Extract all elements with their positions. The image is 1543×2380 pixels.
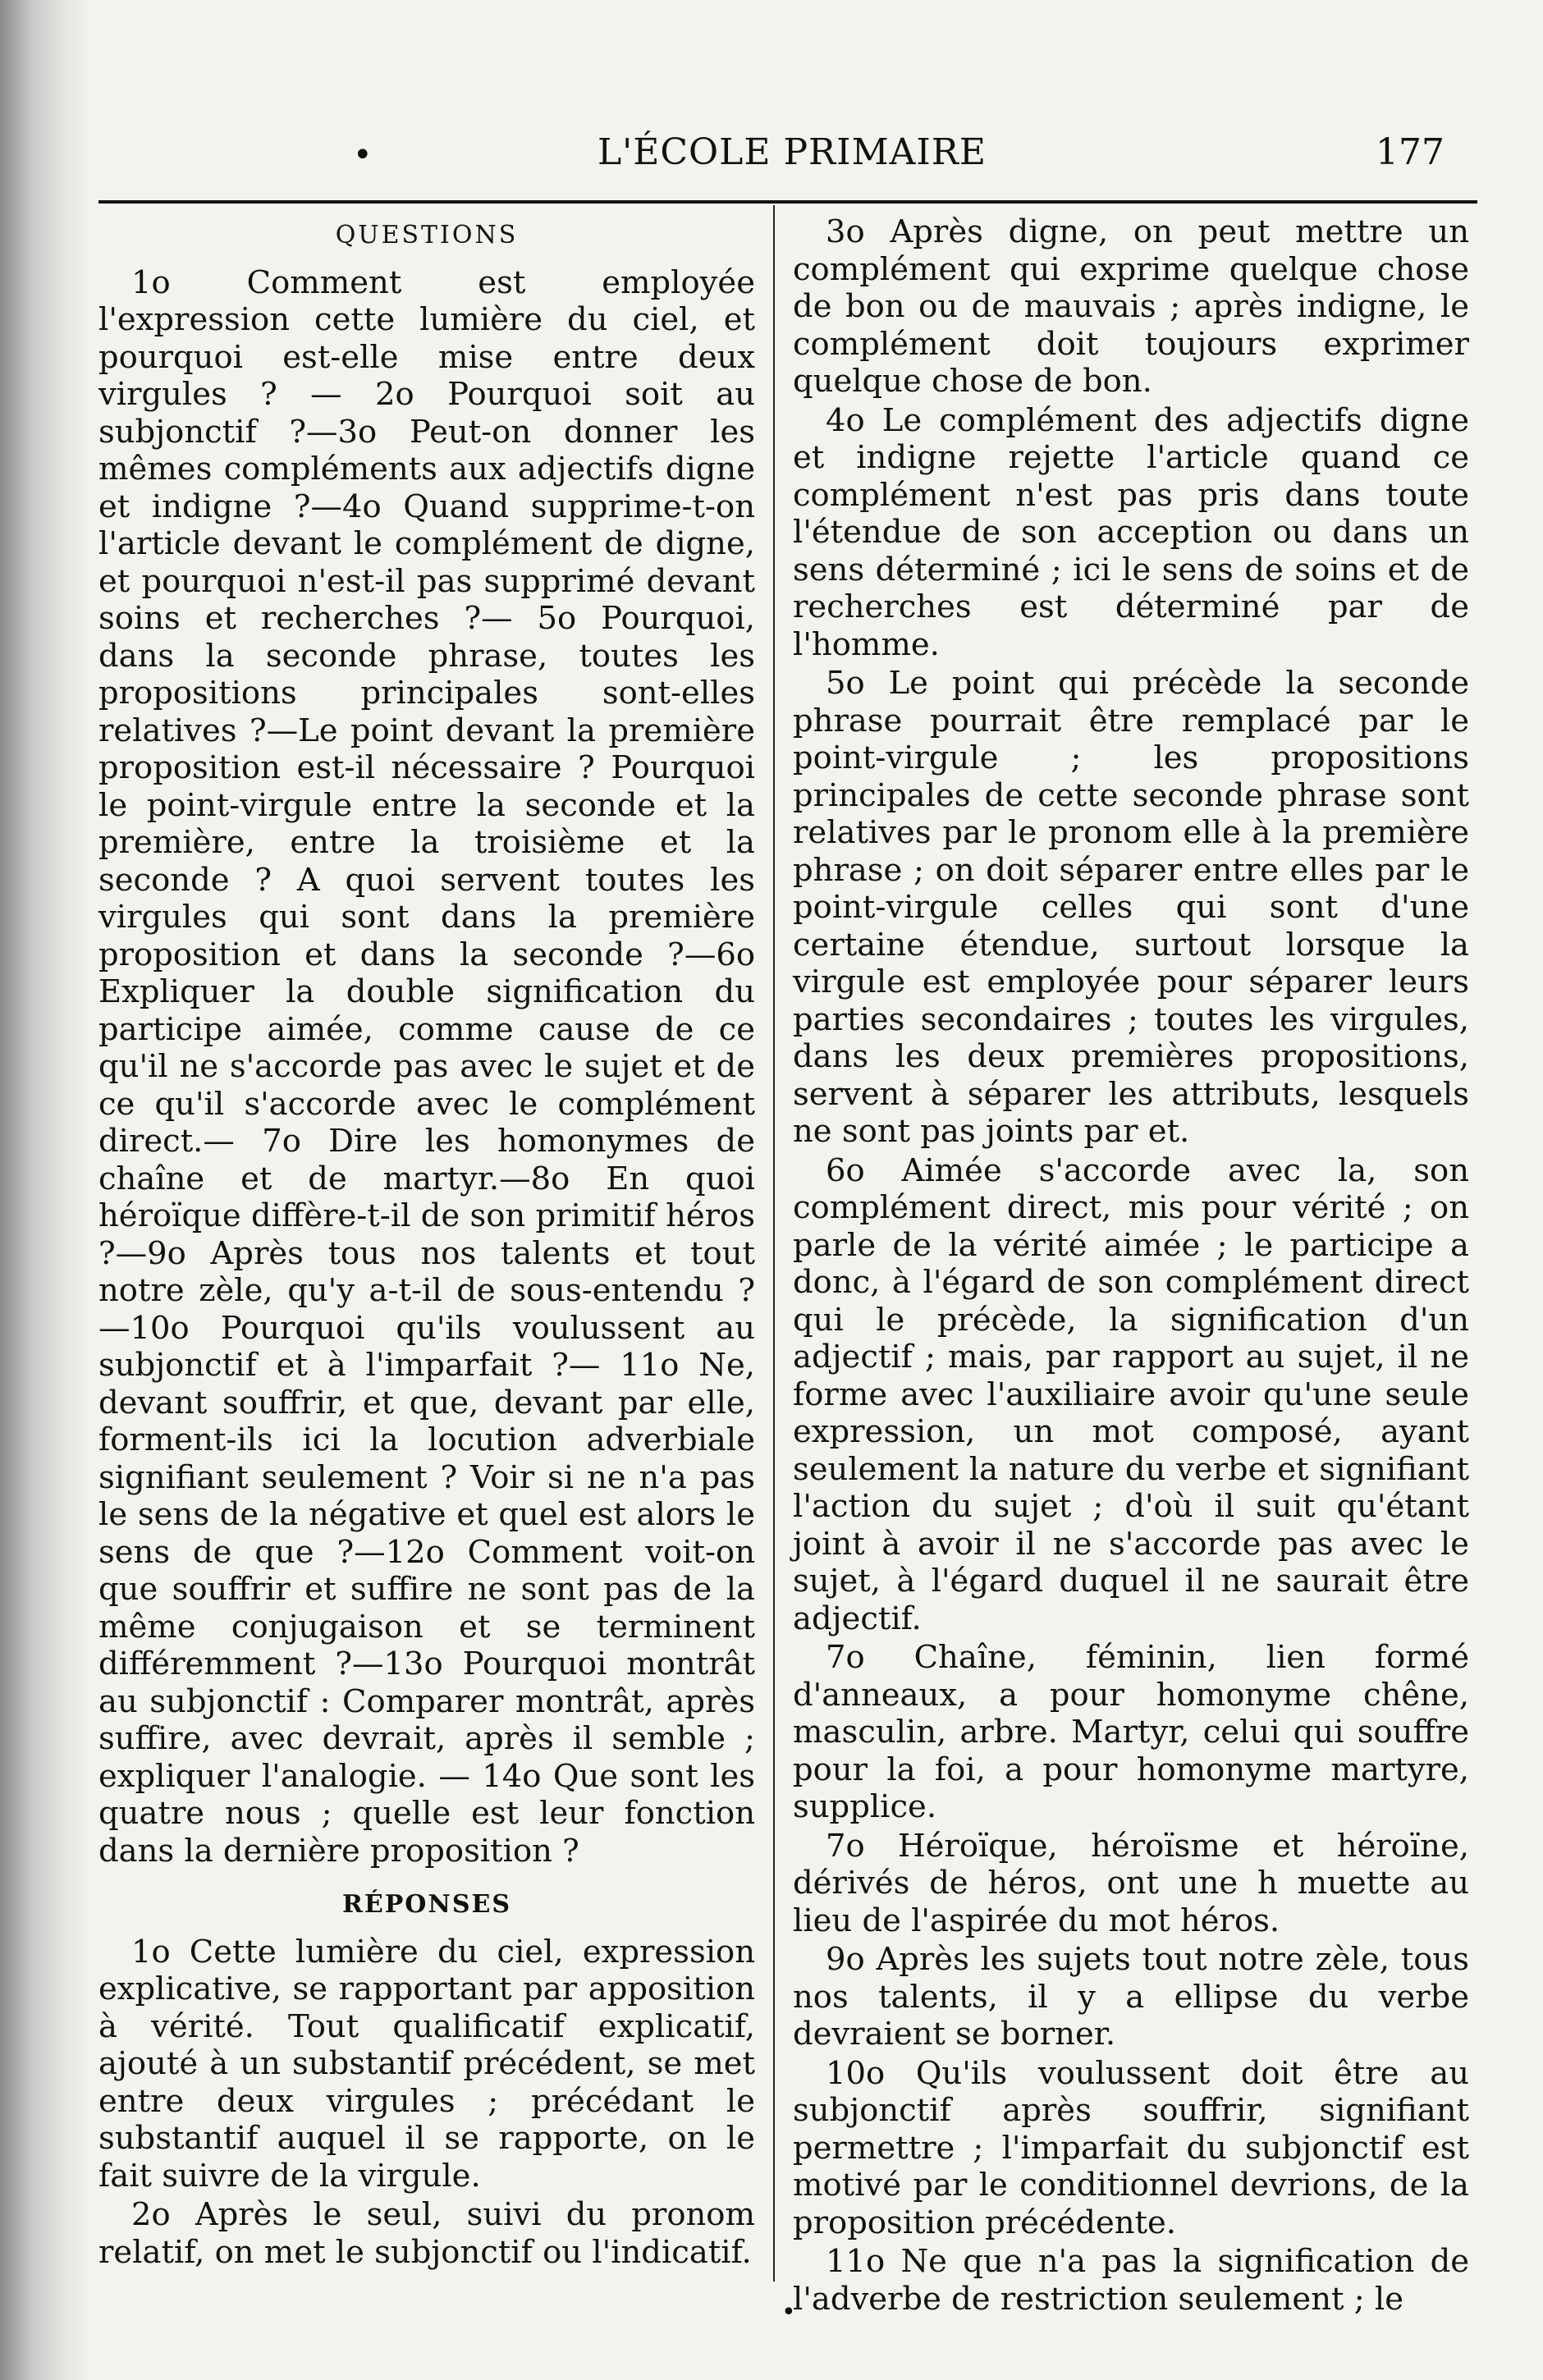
running-title: L'ÉCOLE PRIMAIRE — [597, 131, 987, 173]
answer-paragraph-9: 9o Après les sujets tout notre zèle, tous nos talents, il y a ellipse du verbe devraient se borner. — [793, 1941, 1469, 2053]
running-header — [107, 131, 1477, 181]
answer-paragraph-3: 3o Après digne, on peut mettre un complément qui exprime quelque chose de bon ou de mauvais ; après indigne, le complément doit toujours exprimer quelque chose de bon. — [793, 213, 1469, 400]
answer-paragraph-6: 6o Aimée s'accorde avec la, son complément direct, mis pour vérité ; on parle de la vérité aimée ; le participe a donc, à l'égard de son complément direct qui le précède, la signification d'un adjectif ; mais, par rapport au sujet, il ne forme avec l'auxiliaire avoir qu'une seule expression, un mot composé, ayant seulement la nature du verbe et signifiant l'action du sujet ; d'où il suit qu'étant joint à avoir il ne s'accorde pas avec le sujet, à l'égard duquel il ne saurait être adjectif. — [793, 1151, 1469, 1637]
book-page — [90, 0, 1486, 2380]
right-column — [793, 213, 1469, 2319]
answer-paragraph-11: 11o Ne que n'a pas la signification de l'adverbe de restriction seulement ; le — [793, 2243, 1469, 2318]
column-divider — [773, 205, 775, 2282]
header-bullet: • — [353, 136, 373, 174]
answer-paragraph-5: 5o Le point qui précède la seconde phrase pourrait être remplacé par le point-virgule ; les propositions principales de cette seconde phrase sont relatives par le pronom elle à la première phrase ; on doit séparer entre elles par le point-virgule celles qui sont d'une certaine étendue, surtout lorsque la virgule est employée pour séparer leurs parties secondaires ; toutes les virgules, dans les deux premières propositions, servent à séparer les attributs, lesquels ne sont pas joints par et. — [793, 665, 1469, 1150]
questions-heading: QUESTIONS — [335, 221, 519, 249]
answer-paragraph-10: 10o Qu'ils voulussent doit être au subjonctif après souffrir, signifiant permettre ; l'imparfait du subjonctif est motivé par le conditionnel devrions, de la proposition précédente. — [793, 2054, 1469, 2241]
answer-paragraph-4: 4o Le complément des adjectifs digne et indigne rejette l'article quand ce complément n'est pas pris dans toute l'étendue de son acception ou dans un sens déterminé ; ici le sens de soins et de recherches est déterminé par de l'homme. — [793, 401, 1469, 663]
answer-paragraph-7b: 7o Héroïque, héroïsme et héroïne, dérivés de héros, ont une h muette au lieu de l'aspirée du mot héros. — [793, 1827, 1469, 1939]
page-number: 177 — [1376, 131, 1445, 173]
bottom-mark: • — [781, 2298, 796, 2327]
answer-paragraph-1: 1o Cette lumière du ciel, expression explicative, se rapportant par apposition à vérité. Tout qualificatif explicatif, ajouté à un substantif précédent, se met entre deux virgules ; précédant le substantif auquel il se rapporte, on le fait suivre de la virgule. — [98, 1933, 755, 2195]
answer-paragraph-2: 2o Après le seul, suivi du pronom relatif, on met le subjonctif ou l'indicatif. — [98, 2196, 755, 2271]
left-column — [98, 213, 755, 2272]
book-binding-shadow — [0, 0, 90, 2380]
header-rule — [98, 200, 1477, 204]
answer-paragraph-7a: 7o Chaîne, féminin, lien formé d'anneaux, a pour homonyme chêne, masculin, arbre. Martyr, celui qui souffre pour la foi, a pour homonyme martyre, supplice. — [793, 1639, 1469, 1825]
answers-heading: RÉPONSES — [341, 1890, 512, 1919]
questions-paragraph: 1o Comment est employée l'expression cette lumière du ciel, et pourquoi est-elle mise entre deux virgules ? — 2o Pourquoi soit au subjonctif ?—3o Peut-on donner les mêmes compléments aux adjectifs digne et indigne ?—4o Quand supprime-t-on l'article devant le complément de digne, et pourquoi n'est-il pas supprimé devant soins et recherches ?— 5o Pourquoi, dans la seconde phrase, toutes les propositions principales sont-elles relatives ?—Le point devant la première proposition est-il nécessaire ? Pourquoi le point-virgule entre la seconde et la première, entre la troisième et la seconde ? A quoi servent toutes les virgules qui sont dans la première proposition et dans la seconde ?—6o Expliquer la double signification du participe aimée, comme cause de ce qu'il ne s'accorde pas avec le sujet et de ce qu'il s'accorde avec le complément direct.— 7o Dire les homonymes de chaîne et de martyr.—8o En quoi héroïque diffère-t-il de son primitif héros ?—9o Après tous nos talents et tout notre zèle, qu'y a-t-il de sous-entendu ?—10o Pourquoi qu'ils voulussent au subjonctif et à l'imparfait ?— 11o Ne, devant souffrir, et que, devant par elle, forment-ils ici la locution adverbiale signifiant seulement ? Voir si ne n'a pas le sens de la négative et quel est alors le sens de que ?—12o Comment voit-on que souffrir et suffire ne sont pas de la même conjugaison et se terminent différemment ?—13o Pourquoi montrât au subjonctif : Comparer montrât, après suffire, avec devrait, après il semble ; expliquer l'analogie. — 14o Que sont les quatre nous ; quelle est leur fonction dans la dernière proposition ? — [98, 263, 755, 1870]
